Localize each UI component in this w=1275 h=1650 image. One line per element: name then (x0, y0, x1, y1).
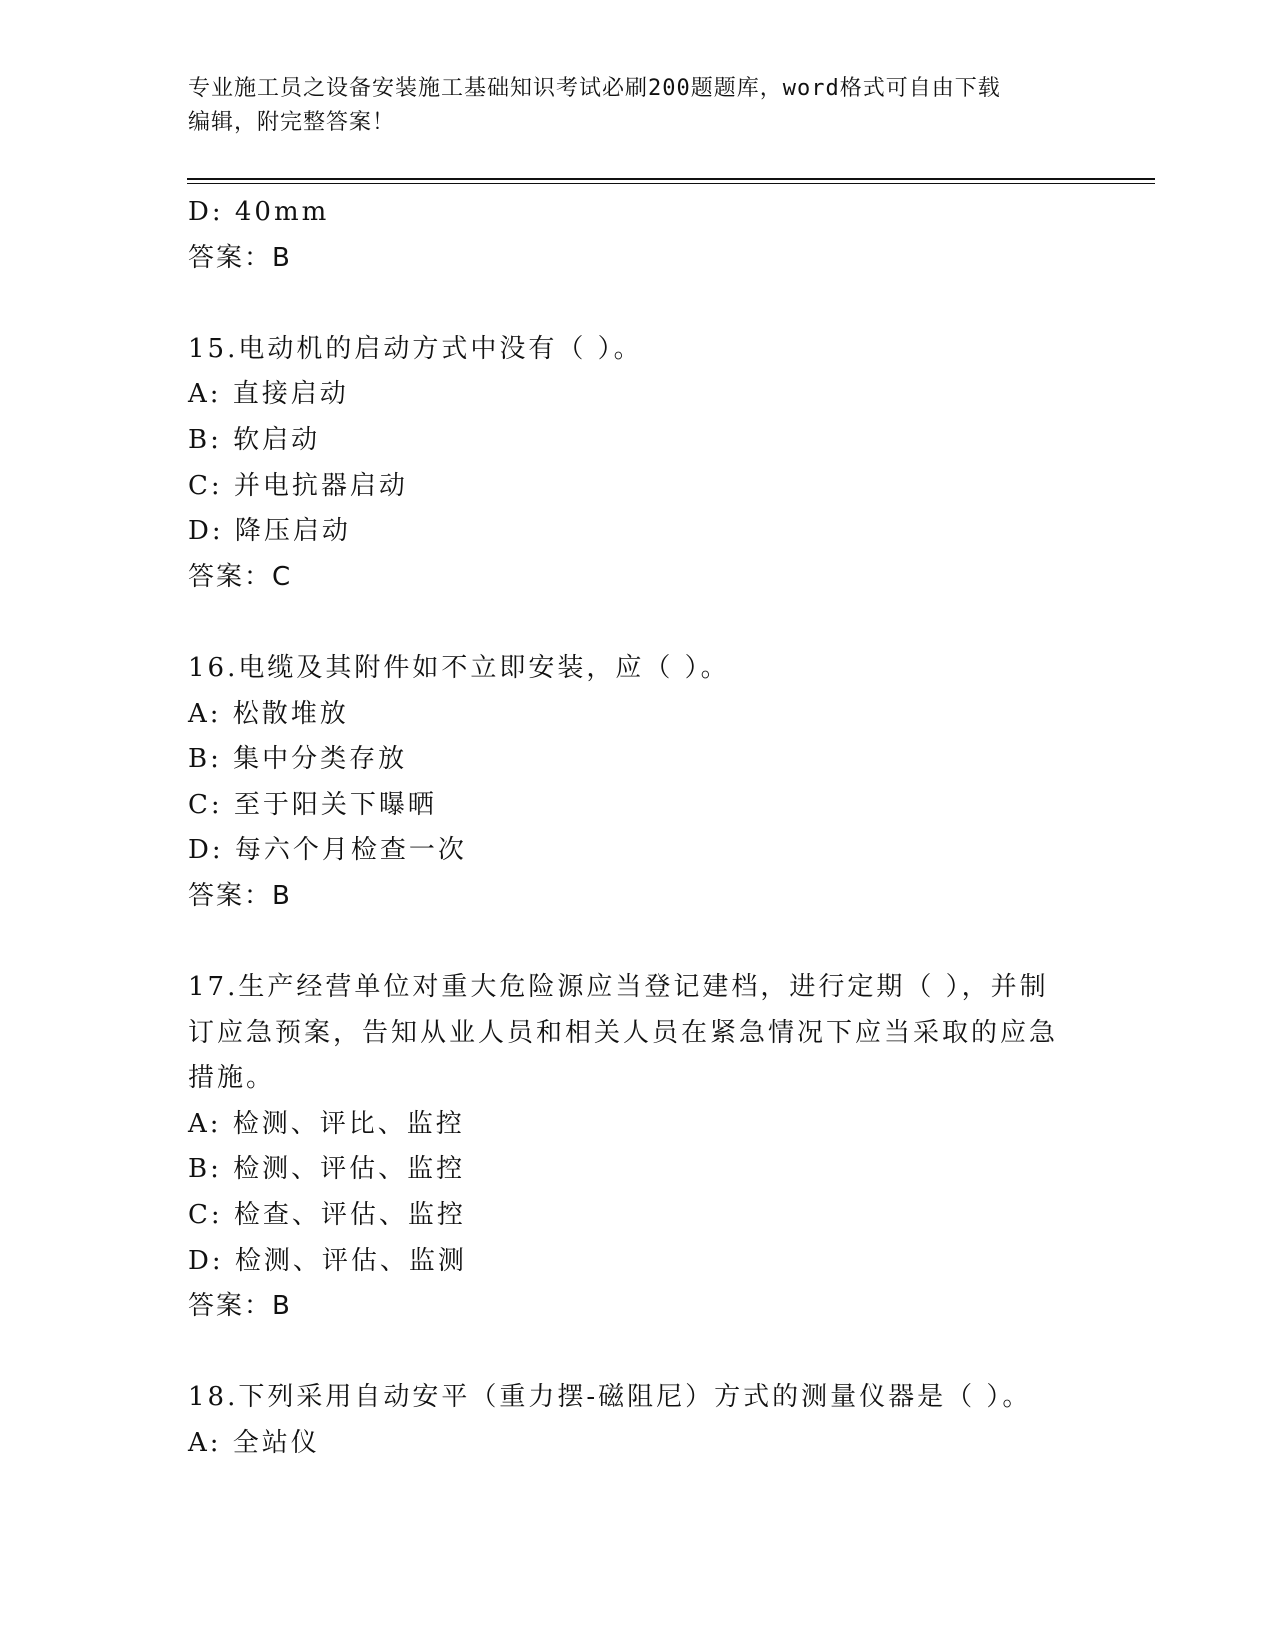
answer-line: 答案：B (188, 242, 292, 273)
option-d: D: 每六个月检查一次 (188, 835, 467, 866)
question-content (188, 190, 1088, 1467)
option-c: C: 检查、评估、监控 (188, 1200, 466, 1231)
question-stem: 18.下列采用自动安平（重力摆-磁阻尼）方式的测量仪器是（ ）。 (188, 1382, 1032, 1413)
question-stem-line-3: 措施。 (188, 1063, 276, 1094)
previous-question-tail (188, 190, 1088, 281)
header-divider-thin (187, 183, 1155, 184)
header-title-line-2: 编辑，附完整答案！ (188, 110, 396, 135)
question-stem: 15.电动机的启动方式中没有（ ）。 (188, 333, 643, 364)
option-c: C: 并电抗器启动 (188, 470, 408, 501)
option-a: A: 直接启动 (188, 379, 349, 410)
spacer (188, 600, 1088, 646)
option-b: B: 软启动 (188, 424, 321, 455)
option-c: C: 至于阳关下曝晒 (188, 789, 437, 820)
page-header (188, 72, 1088, 140)
answer-line: 答案：B (188, 1291, 292, 1322)
answer-line: 答案：C (188, 561, 293, 592)
option-b: B: 检测、评估、监控 (188, 1154, 466, 1185)
question-stem: 16.电缆及其附件如不立即安装，应（ ）。 (188, 652, 730, 683)
option-d: D: 降压启动 (188, 516, 351, 547)
spacer (188, 1330, 1088, 1376)
option-d: D: 40mm (188, 197, 330, 227)
question-18 (188, 1375, 1088, 1466)
question-stem-line-1: 17.生产经营单位对重大危险源应当登记建档，进行定期（ ），并制 (188, 972, 1049, 1003)
question-stem-line-2: 订应急预案，告知从业人员和相关人员在紧急情况下应当采取的应急 (188, 1017, 1059, 1048)
option-b: B: 集中分类存放 (188, 744, 408, 775)
question-16 (188, 646, 1088, 920)
option-d: D: 检测、评估、监测 (188, 1245, 467, 1276)
option-a: A: 全站仪 (188, 1428, 320, 1459)
question-15 (188, 327, 1088, 601)
question-17 (188, 965, 1088, 1330)
option-a: A: 松散堆放 (188, 698, 349, 729)
header-divider-thick (187, 178, 1155, 180)
option-a: A: 检测、评比、监控 (188, 1108, 465, 1139)
answer-line: 答案：B (188, 880, 292, 911)
header-title-line-1: 专业施工员之设备安装施工基础知识考试必刷200题题库，word格式可自由下载 (188, 76, 1001, 101)
spacer (188, 281, 1088, 327)
spacer (188, 920, 1088, 966)
